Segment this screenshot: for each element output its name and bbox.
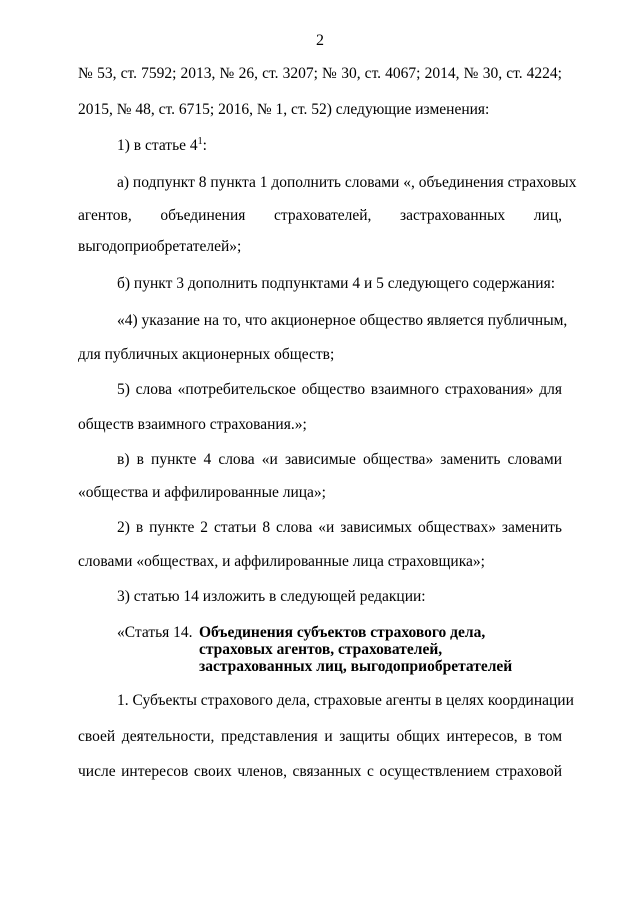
text-line-3-main: 1) в статье 4 [117,137,198,154]
text-line-3 [117,137,562,155]
text-line-4: а) подпункт 8 пункта 1 дополнить словами «, объединения страховых [117,174,577,191]
article-heading-line-3: застрахованных лиц, выгодоприобретателей [199,658,513,675]
text-line-6: выгодоприобретателей»; [78,238,242,255]
text-line-8: «4) указание на то, что акционерное общество является публичным, [117,312,568,329]
article-heading-line-1: Объединения субъектов страхового дела, [199,624,486,641]
superscript-1: 1 [197,135,203,147]
text-line-13: «общества и аффилированные лица»; [78,484,326,501]
text-line-3-end: : [202,137,207,154]
text-line-9: для публичных акционерных обществ; [78,346,335,363]
text-line-15: словами «обществах, и аффилированные лица страховщика»; [78,553,485,570]
article-heading-line-2: страховых агентов, страхователей, [199,641,443,658]
text-line-12: в) в пункте 4 слова «и зависимые общества» заменить словами [117,451,562,468]
text-line-11: обществ взаимного страхования.»; [78,416,307,433]
text-line-17: 1. Субъекты страхового дела, страховые агенты в целях координации [117,692,574,709]
page-number: 2 [316,32,324,49]
text-line-1: № 53, ст. 7592; 2013, № 26, ст. 3207; № 30, ст. 4067; 2014, № 30, ст. 4224; [78,65,562,82]
text-line-16: 3) статью 14 изложить в следующей редакции: [117,588,426,605]
text-line-19: числе интересов своих членов, связанных с осуществлением страховой [78,763,562,780]
text-line-5: агентов, объединения страхователей, застрахованных лиц, [78,207,562,224]
text-line-2: 2015, № 48, ст. 6715; 2016, № 1, ст. 52) следующие изменения: [78,101,490,118]
text-line-10: 5) слова «потребительское общество взаимного страхования» для [117,381,562,398]
article-heading-label: «Статья 14. [117,624,193,641]
text-line-14: 2) в пункте 2 статьи 8 слова «и зависимых обществах» заменить [117,519,562,536]
text-line-7: б) пункт 3 дополнить подпунктами 4 и 5 следующего содержания: [117,275,556,292]
text-line-18: своей деятельности, представления и защиты общих интересов, в том [78,728,562,745]
